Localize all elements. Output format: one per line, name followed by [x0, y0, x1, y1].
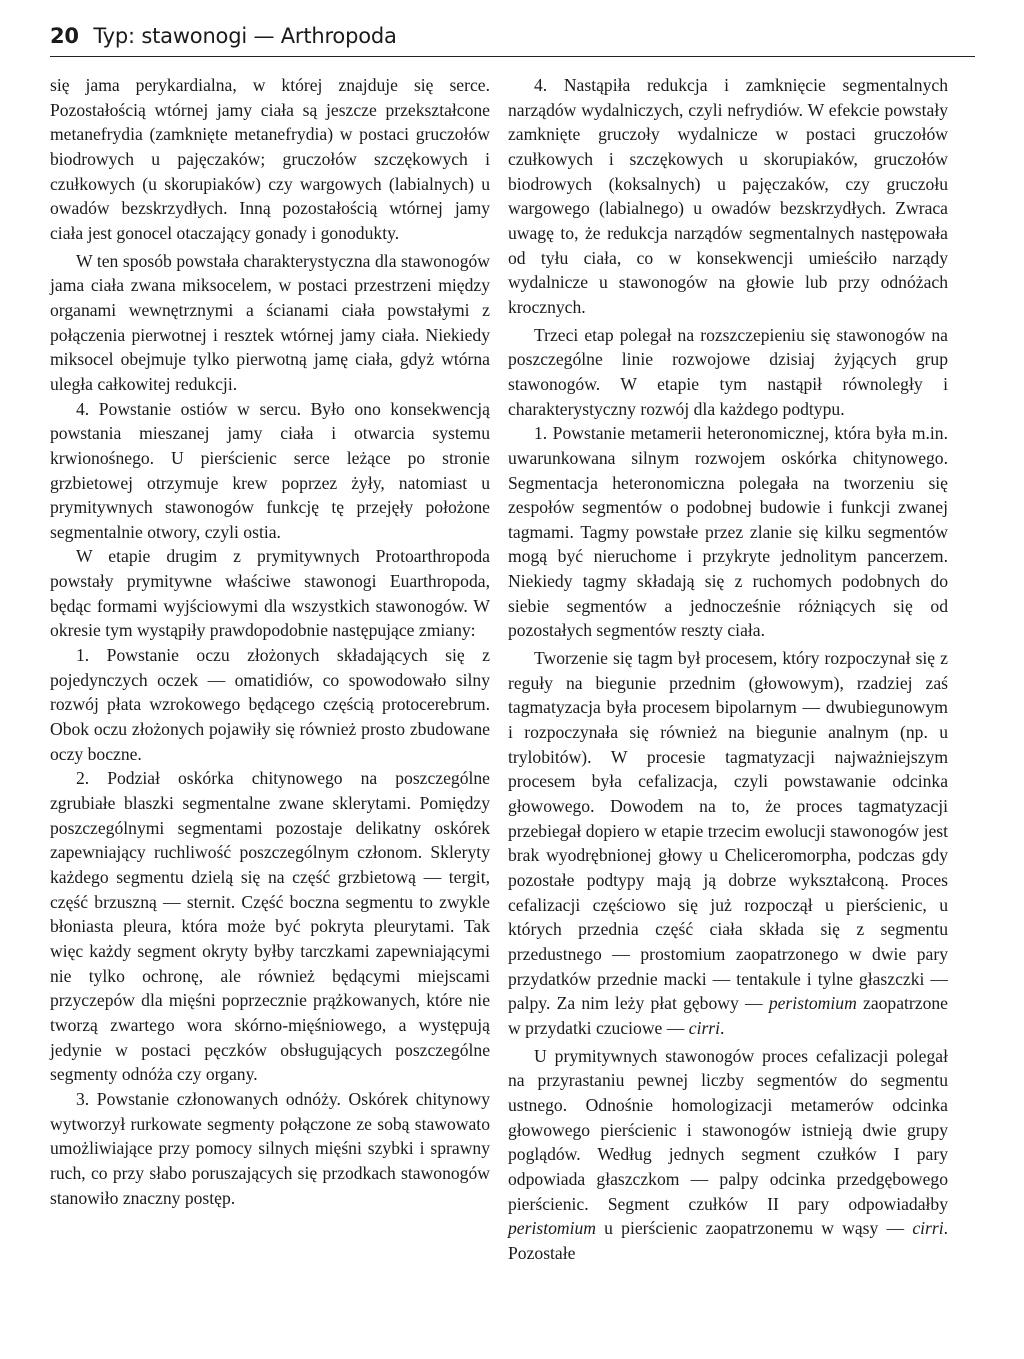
paragraph [508, 646, 948, 1041]
paragraph: W etapie drugim z prymitywnych Protoarthropoda powstały prymitywne właściwe stawonogi Euarthropoda, będąc formami wyjściowymi dla wszystkich stawonogów. W okresie tym wystąpiły prawdopodobnie następujące zmiany: [50, 546, 490, 641]
latin-term: peristomium [508, 1218, 596, 1239]
paragraph: 2. Podział oskórka chitynowego na poszczególne zgrubiałe blaszki segmentalne zwane sklerytami. Pomiędzy poszczególnymi segmentami pozostaje delikatny oskórek zapewniający ruchliwość poszczególnym członom. Skleryty każdego segmentu dzielą się na część grzbietową — tergit, część brzuszną — sternit. Część boczna segmentu to zwykle błoniasta pleura, która może być pokryta pleurytami. Tak więc każdy segment okryty byłby tarczkami zapewniającymi nie tylko ochronę, ale również będącymi miejscami przyczepów dla mięśni poprzecznie prążkowanych, które nie tworzą zwartego wora skórno-mięśniowego, a występują jedynie w postaci pęczków obsługujących poszczególne segmenty odnóża czy organy. [50, 768, 490, 1085]
paragraph: 1. Powstanie metamerii heteronomicznej, która była m.in. uwarunkowana silnym rozwojem oskórka chitynowego. Segmentacja heteronomiczna polegała na tworzeniu się zespołów segmentów o podobnej budowie i funkcji zwanej tagmami. Tagmy powstałe przez zlanie się kilku segmentów mogą być nieruchome i przykryte jednolitym pancerzem. Niekiedy tagmy składają się z ruchomych podobnych do siebie segmentów a jednocześnie różniących się od pozostałych segmentów reszty ciała. [508, 423, 948, 641]
paragraph: 4. Powstanie ostiów w sercu. Było ono konsekwencją powstania mieszanej jamy ciała i otwarcia systemu krwionośnego. U pierścienic serce leżące po stronie grzbietowej otrzymuje krew poprzez żyły, natomiast u prymitywnych stawonogów funkcję tę przejęły położone segmentalnie otwory, czyli ostia. [50, 398, 490, 542]
text-run: U prymitywnych stawonogów proces cefalizacji polegał na przyrastaniu pewnej liczby segmentów do segmentu ustnego. Odnośnie homologizacji metamerów odcinka głowowego pierścienic i stawonogów istnieją dwie grupy poglądów. Według jednych segment czułków I pary odpowiada głaszczkom — palpy odcinka przedgębowego pierścienic. Segment czułków II pary odpowiadałby [508, 1045, 948, 1214]
text-run: Tworzenie się tagm był procesem, który rozpoczynał się z reguły na biegunie przednim (głowowym), rzadziej zaś tagmatyzacja była procesem bipolarnym — dwubiegunowym i rozpoczynała się również na biegunie analnym (np. u trylobitów). W procesie tagmatyzacji najważniejszym procesem była cefalizacja, czyli powstawanie odcinka głowowego. Dowodem na to, że proces tagmatyzacji przebiegał dopiero w etapie trzecim ewolucji stawonogów jest brak wyodrębnionej głowy u Cheliceromorpha, podczas gdy pozostałe podtypy mają ją dobrze wykształconą. Proces cefalizacji częściowo się już rozpoczął u pierścienic, u których przednia część ciała składa się z segmentu przedustnego — prostomium zaopatrzonego w dwie pary przydatków przednie macki — tentakule i tylne głaszczki — palpy. Za nim leży płat gębowy — [508, 648, 948, 1014]
paragraph: 4. Nastąpiła redukcja i zamknięcie segmentalnych narządów wydalniczych, czyli nefrydiów. W efekcie powstały zamknięte gruczoły wydalnicze w postaci gruczołów czułkowych i szczękowych u skorupiaków, gruczołów biodrowych (koksalnych) u pajęczaków, czy gruczołu wargowego (labialnego) u owadów bezskrzydłych. Zwraca uwagę to, że redukcja narządów segmentalnych następowała od tyłu ciała, co w konsekwencji umieściło narządy wydalnicze u stawonogów na głowie lub przy odnóżach krocznych. [508, 75, 948, 317]
paragraph: 3. Powstanie członowanych odnóży. Oskórek chitynowy wytworzył rurkowate segmenty połączone ze sobą stawowato umożliwiające przy pomocy silnych mięśni szybki i sprawny ruch, co przy słabo poruszających się przodkach stawonogów stanowiło znaczny postęp. [50, 1088, 490, 1208]
text-run: u pierścienic zaopatrzonemu w wąsy — [595, 1218, 913, 1239]
latin-term: cirri [688, 1017, 721, 1038]
text-run: zaopatrzone w przydatki czuciowe — [508, 993, 948, 1038]
latin-term: peristomium [768, 993, 857, 1014]
paragraph: Trzeci etap polegał na rozszczepieniu się stawonogów na poszczególne linie rozwojowe dzisiaj żyjących grup stawonogów. W etapie tym nastąpił równoległy i charakterystyczny rozwój dla każdego podtypu. [508, 324, 948, 419]
paragraph: 1. Powstanie oczu złożonych składających się z pojedynczych oczek — omatidiów, co spowodowało silny rozwój płata wzrokowego będącego częścią protocerebrum. Obok oczu złożonych pojawiły się również prosto zbudowane oczy boczne. [50, 645, 490, 764]
paragraph: W ten sposób powstała charakterystyczna dla stawonogów jama ciała zwana miksocelem, w postaci przestrzeni między organami wewnętrznymi a ścianami ciała powstałymi z połączenia pierwotnej i resztek wtórnej jamy ciała. Niekiedy miksocel obejmuje tylko pierwotną jamę ciała, gdyż wtórna uległa całkowitej redukcji. [50, 250, 490, 394]
running-header [50, 24, 975, 57]
text-run: . Pozostałe [508, 1218, 948, 1263]
text-run: . [720, 1017, 725, 1038]
paragraph: się jama perykardialna, w której znajduje się serce. Pozostałością wtórnej jamy ciała są jeszcze przekształcone metanefrydia (zamknięte metanefrydia) w postaci gruczołów biodrowych u pajęczaków; gruczołów szczękowych i czułkowych (u skorupiaków) czy wargowych (labialnych) u owadów bezskrzydłych. Inną pozostałością wtórnej jamy ciała jest gonocel otaczający gonady i gonodukty. [50, 75, 490, 243]
latin-term: cirri [912, 1218, 944, 1239]
running-title: Typ: stawonogi — Arthropoda [93, 24, 397, 48]
left-column [50, 73, 490, 1210]
page-number: 20 [50, 24, 79, 48]
right-column [508, 73, 948, 1266]
paragraph [508, 1044, 948, 1266]
